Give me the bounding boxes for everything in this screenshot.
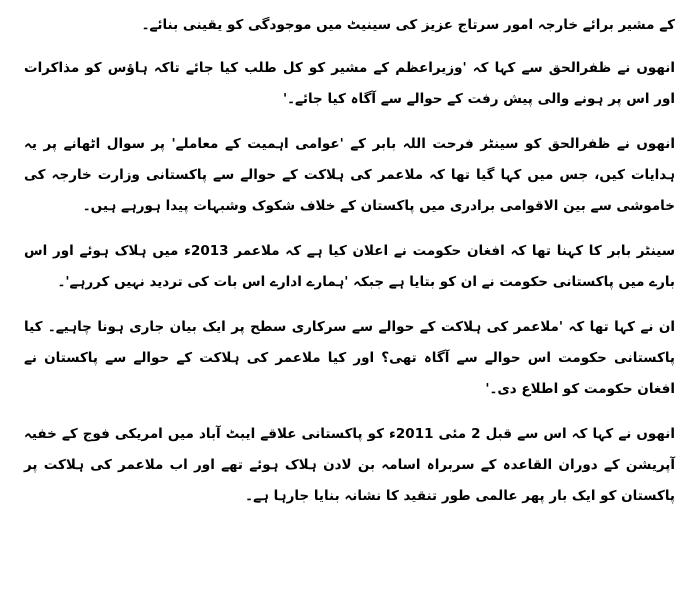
paragraph-1: کے مشیر برائے خارجہ امور سرتاج عزیز کی سینیٹ میں موجودگی کو یقینی بنائے۔ [141, 17, 675, 33]
article-body [24, 10, 675, 526]
paragraph-2: انھوں نے ظفرالحق سے کہا کہ 'وزیراعظم کے مشیر کو کل طلب کیا جائے تاکہ ہاؤس کو مذاکرات اور اس پر ہونے والی پیش رفت کے حوالے سے آگاہ کیا جائے۔' [24, 60, 675, 107]
paragraph-3: انھوں نے ظفرالحق کو سینٹر فرحت اللہ بابر کے 'عوامی اہمیت کے معاملے' پر سوال اٹھانے پر یہ ہدایات کیں، جس میں کہا گیا تھا کہ ملاعمر کی ہلاکت کے حوالے سے پاکستانی وزارت خارجہ کی خاموشی سے بین الاقوامی برادری میں پاکستان کے خلاف شکوک وشبہات پیدا ہورہے ہیں۔ [24, 136, 675, 214]
paragraph-4: سینٹر بابر کا کہنا تھا کہ افغان حکومت نے اعلان کیا ہے کہ ملاعمر 2013ء میں ہلاک ہوئے اور اس بارے میں پاکستانی حکومت نے ان کو بتایا ہے جبکہ 'ہمارے ادارے اس بات کی تردید نہیں کررہے'۔ [24, 243, 675, 290]
paragraph-5: ان نے کہا تھا کہ 'ملاعمر کی ہلاکت کے حوالے سے سرکاری سطح پر ایک بیان جاری ہونا چاہیے۔ کیا پاکستانی حکومت اس حوالے سے آگاہ تھی؟ اور کیا ملاعمر کی ہلاکت کے حوالے سے پاکستان نے افغان حکومت کو اطلاع دی۔' [24, 319, 675, 397]
paragraph-6: انھوں نے کہا کہ اس سے قبل 2 مئی 2011ء کو پاکستانی علاقے ایبٹ آباد میں امریکی فوج کے خفیہ آپریشن کے دوران القاعدہ کے سربراہ اسامہ بن لادن ہلاک ہوئے تھے اور اب ملاعمر کی ہلاکت پر پاکستان کو ایک بار پھر عالمی طور تنقید کا نشانہ بنایا جارہا ہے۔ [24, 426, 675, 504]
